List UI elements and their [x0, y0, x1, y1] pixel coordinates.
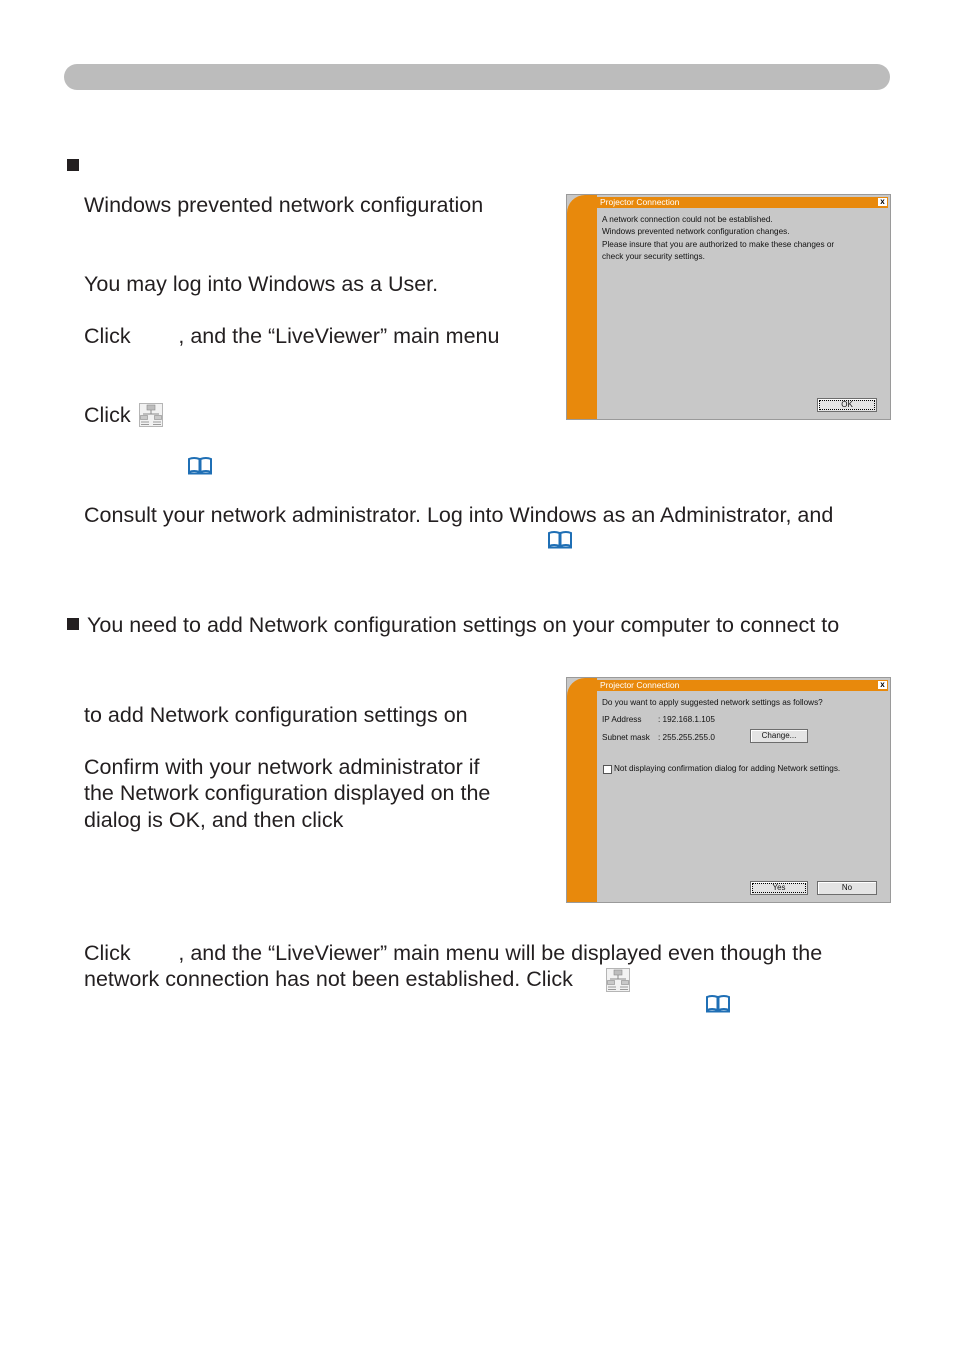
- book-reference-icon: [187, 456, 213, 475]
- problem-text: to add Network configuration settings on: [84, 703, 468, 727]
- no-button[interactable]: No: [817, 881, 877, 895]
- network-settings-icon: [139, 403, 163, 427]
- dialog-accent-strip: [567, 195, 597, 419]
- dialog-question: Do you want to apply suggested network settings as follows?: [602, 698, 823, 707]
- remedy-text-1: Click , and the “LiveViewer” main menu: [84, 324, 500, 348]
- dialog-title: Projector Connection: [600, 680, 680, 690]
- dialog-message-line: check your security settings.: [602, 252, 705, 261]
- dialog-title: Projector Connection: [600, 197, 680, 207]
- remedy-text-1: Confirm with your network administrator if: [84, 755, 480, 779]
- close-icon[interactable]: x: [878, 198, 887, 206]
- projector-connection-settings-dialog: [566, 677, 891, 903]
- remedy-text-3: dialog is OK, and then click: [84, 808, 344, 832]
- book-reference-icon: [547, 530, 573, 549]
- page-header-bar: [64, 64, 890, 90]
- square-bullet-icon: [67, 159, 79, 171]
- square-bullet-icon: [67, 618, 79, 630]
- problem-text: Windows prevented network configuration: [84, 193, 484, 217]
- section-heading: You need to add Network configuration settings on your computer to connect to: [87, 613, 840, 637]
- change-button[interactable]: Change...: [750, 729, 808, 743]
- ok-button[interactable]: OK: [817, 398, 877, 412]
- remedy-text-4: Click , and the “LiveViewer” main menu will be displayed even though the: [84, 941, 823, 965]
- projector-connection-error-dialog: [566, 194, 891, 420]
- dialog-message-line: Please insure that you are authorized to make these changes or: [602, 240, 835, 249]
- checkbox-label: Not displaying confirmation dialog for adding Network settings.: [614, 764, 841, 773]
- dialog-title-bar: [597, 197, 888, 208]
- subnet-mask-value: : 255.255.255.0: [658, 733, 715, 742]
- ip-address-value: : 192.168.1.105: [658, 715, 715, 724]
- dialog-message-line: A network connection could not be established.: [602, 215, 773, 224]
- confirmation-checkbox[interactable]: [603, 765, 612, 774]
- network-settings-icon: [606, 968, 630, 992]
- dialog-message-line: Windows prevented network configuration changes.: [602, 227, 790, 236]
- ip-address-label: IP Address: [602, 715, 642, 724]
- close-icon[interactable]: x: [878, 681, 887, 689]
- administrator-text: Consult your network administrator. Log into Windows as an Administrator, and: [84, 503, 834, 527]
- dialog-accent-strip: [567, 678, 597, 902]
- cause-text: You may log into Windows as a User.: [84, 272, 439, 296]
- yes-button[interactable]: Yes: [750, 881, 808, 895]
- subnet-mask-label: Subnet mask: [602, 733, 650, 742]
- remedy-text-5: network connection has not been established. Click: [84, 967, 573, 991]
- remedy-text-2: Click: [84, 403, 131, 427]
- book-reference-icon: [705, 994, 731, 1013]
- dialog-title-bar: [597, 680, 888, 691]
- remedy-text-2: the Network configuration displayed on the: [84, 781, 491, 805]
